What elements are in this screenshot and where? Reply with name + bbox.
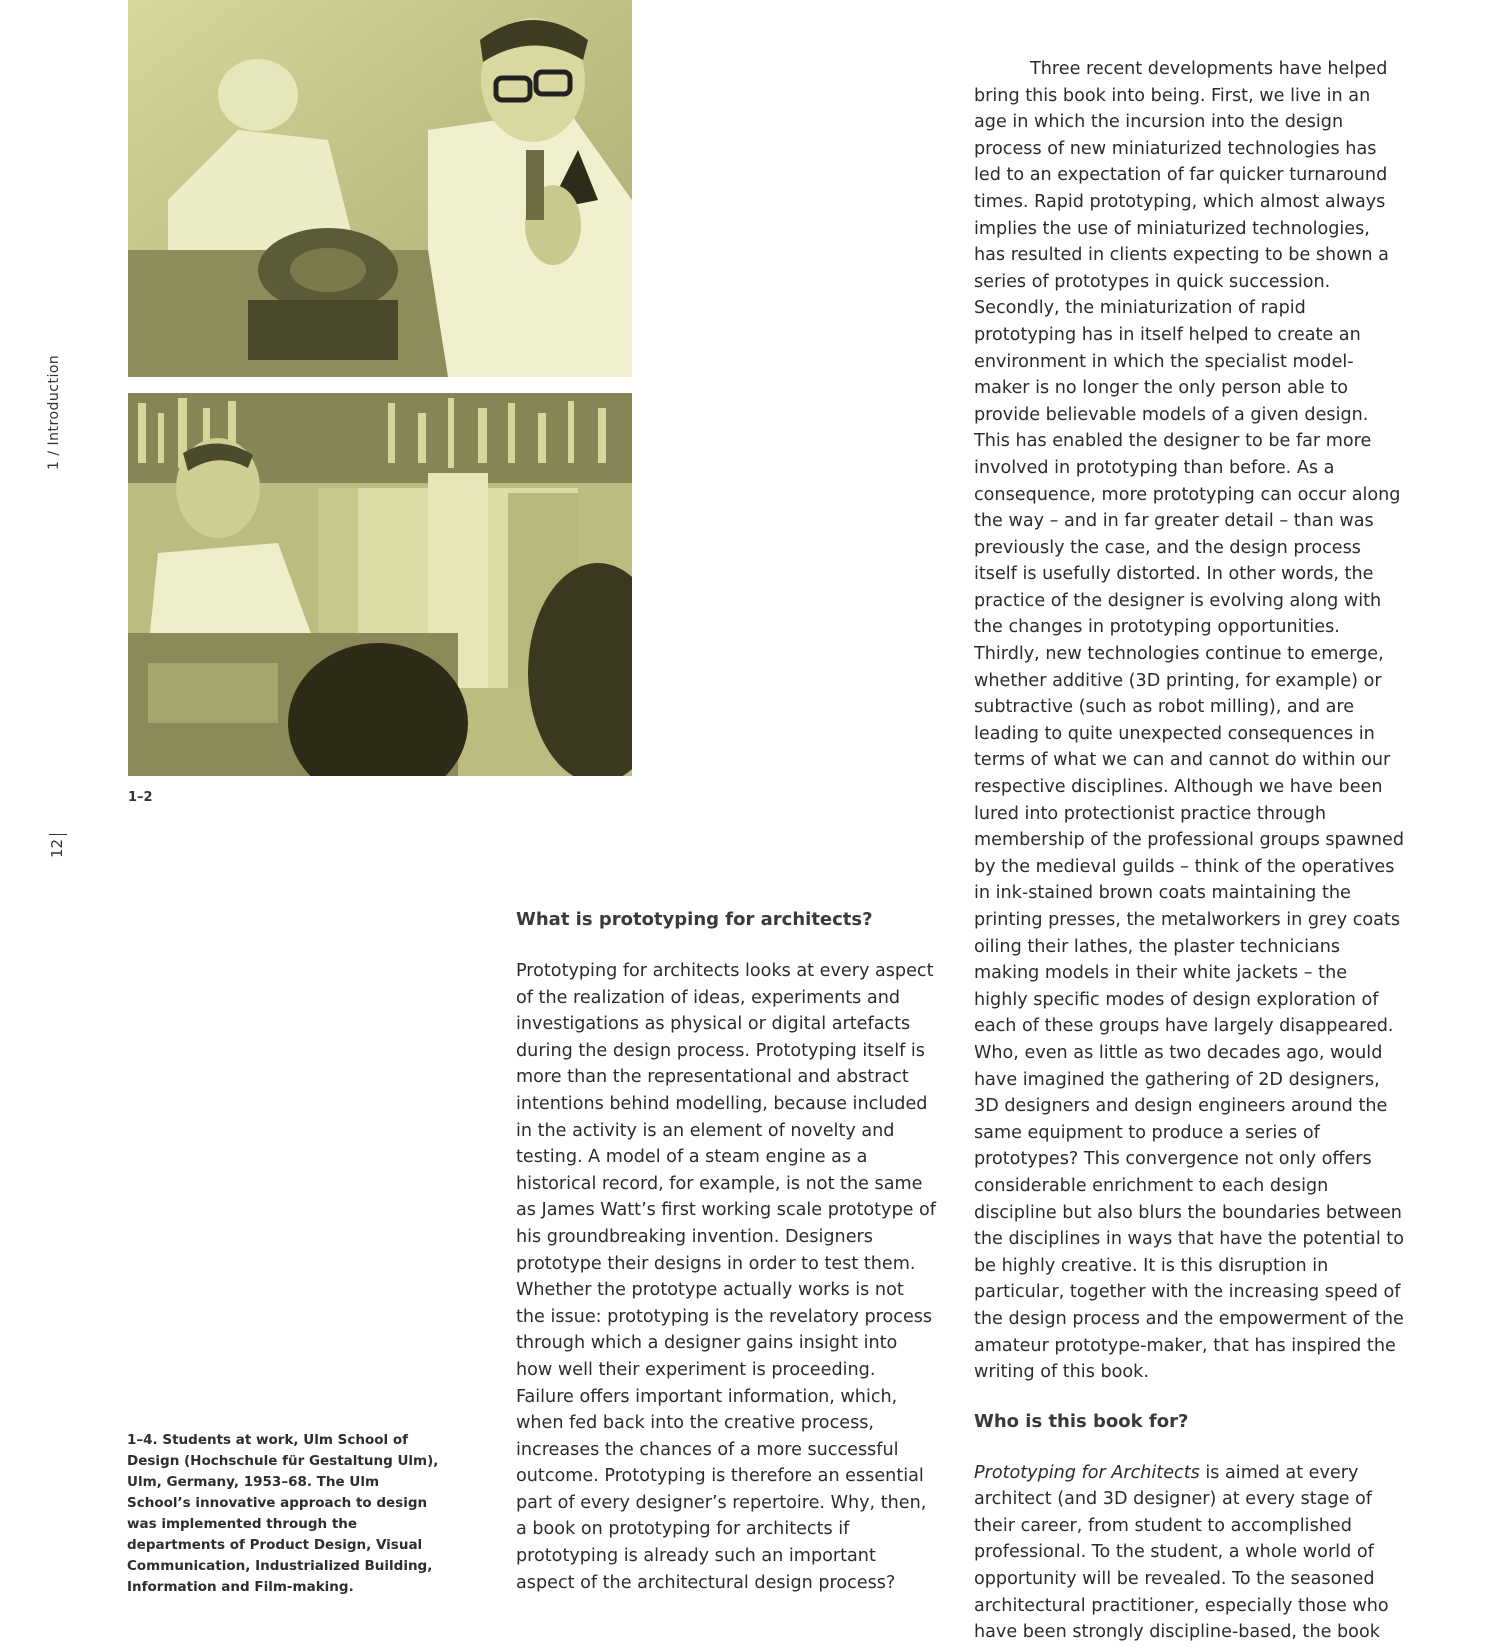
running-head: 1 / Introduction (46, 354, 62, 470)
section-paragraph-who-is-this-book-for (974, 1460, 1406, 1646)
photo-1-image (128, 0, 632, 377)
section-heading-what-is-prototyping: What is prototyping for architects? (516, 909, 873, 930)
section-paragraph-what-is-prototyping: Prototyping for architects looks at every aspect of the realization of ideas, experiments and investigations as physical or digital artefacts during the design process. Prototyping itself is more than the representational and abstract intentions behind modelling, because included in the activity is an element of novelty and testing. A model of a steam engine as a historical record, for example, is not the same as James Watt’s first working scale prototype of his groundbreaking invention. Designers prototype their designs in order to test them. Whether the prototype actually works is not the issue: prototyping is the revelatory process through which a designer gains insight into how well their experiment is proceeding. Failure offers important information, which, when fed back into the creative process, increases the chances of a more successful outcome. Prototyping is therefore an essential part of every designer’s repertoire. Why, then, a book on prototyping for architects if prototyping is already such an important aspect of the architectural design process? (516, 961, 936, 1593)
middle-column (516, 908, 936, 1596)
figure-label: 1–2 (128, 790, 153, 805)
figure-caption: 1–4. Students at work, Ulm School of Design (Hochschule für Gestaltung Ulm), Ulm, Germany, 1953–68. The Ulm School’s innovative approach to design was implemented through the departments of Product Design, Visual Communication, Industrialized Building, Information and Film-making. (127, 1432, 439, 1595)
right-column (974, 56, 1406, 1646)
photo-student-with-glasses (128, 0, 632, 377)
photo-student-with-model (128, 393, 632, 776)
paragraph-three-developments: Three recent developments have helped bring this book into being. First, we live in an age in which the incursion into the design process of new miniaturized technologies has led to an expectation of far quicker turnaround times. Rapid prototyping, which almost always implies the use of miniaturized technologies, has resulted in clients expecting to be shown a series of prototypes in quick succession. Secondly, the miniaturization of rapid prototyping has in itself helped to create an environment in which the specialist model-maker is no longer the only person able to provide believable models of a given design. This has enabled the designer to be far more involved in prototyping than before. As a consequence, more prototyping can occur along the way – and in far greater detail – than was previously the case, and the design process itself is usefully distorted. In other words, the practice of the designer is evolving along with the changes in prototyping opportunities. Thirdly, new technologies continue to emerge, whether additive (3D printing, for example) or subtractive (such as robot milling), and are leading to quite unexpected consequences in terms of what we can and cannot do within our respective disciplines. Although we have been lured into protectionist practice through membership of the professional groups spawned by the medieval guilds – think of the operatives in ink-stained brown coats maintaining the printing presses, the metalworkers in grey coats oiling their lathes, the plaster technicians making models in their white jackets – the highly specific modes of design exploration of each of these groups have largely disappeared. Who, even as little as two decades ago, would have imagined the gathering of 2D designers, 3D designers and design engineers around the same equipment to produce a series of prototypes? This convergence not only offers considerable enrichment to each design discipline but also blurs the boundaries between the disciplines in ways that have the potential to be highly creative. It is this disruption in particular, together with the increasing speed of the design process and the empowerment of the amateur prototype-maker, that has inspired the writing of this book. (974, 59, 1405, 1383)
book-title-italic: Prototyping for Architects (974, 1462, 1200, 1483)
photo-2-image (128, 393, 632, 776)
section-heading-who-is-this-book-for: Who is this book for? (974, 1410, 1189, 1432)
page-number-text: 12 (48, 838, 66, 858)
paragraph-text: is aimed at every architect (and 3D designer) at every stage of their career, from student to accomplished professional. To the student, a whole world of opportunity will be revealed. To the seasoned architectural practitioner, especially those who have been strongly discipline-based, the book (974, 1462, 1389, 1643)
page-number (48, 834, 67, 858)
